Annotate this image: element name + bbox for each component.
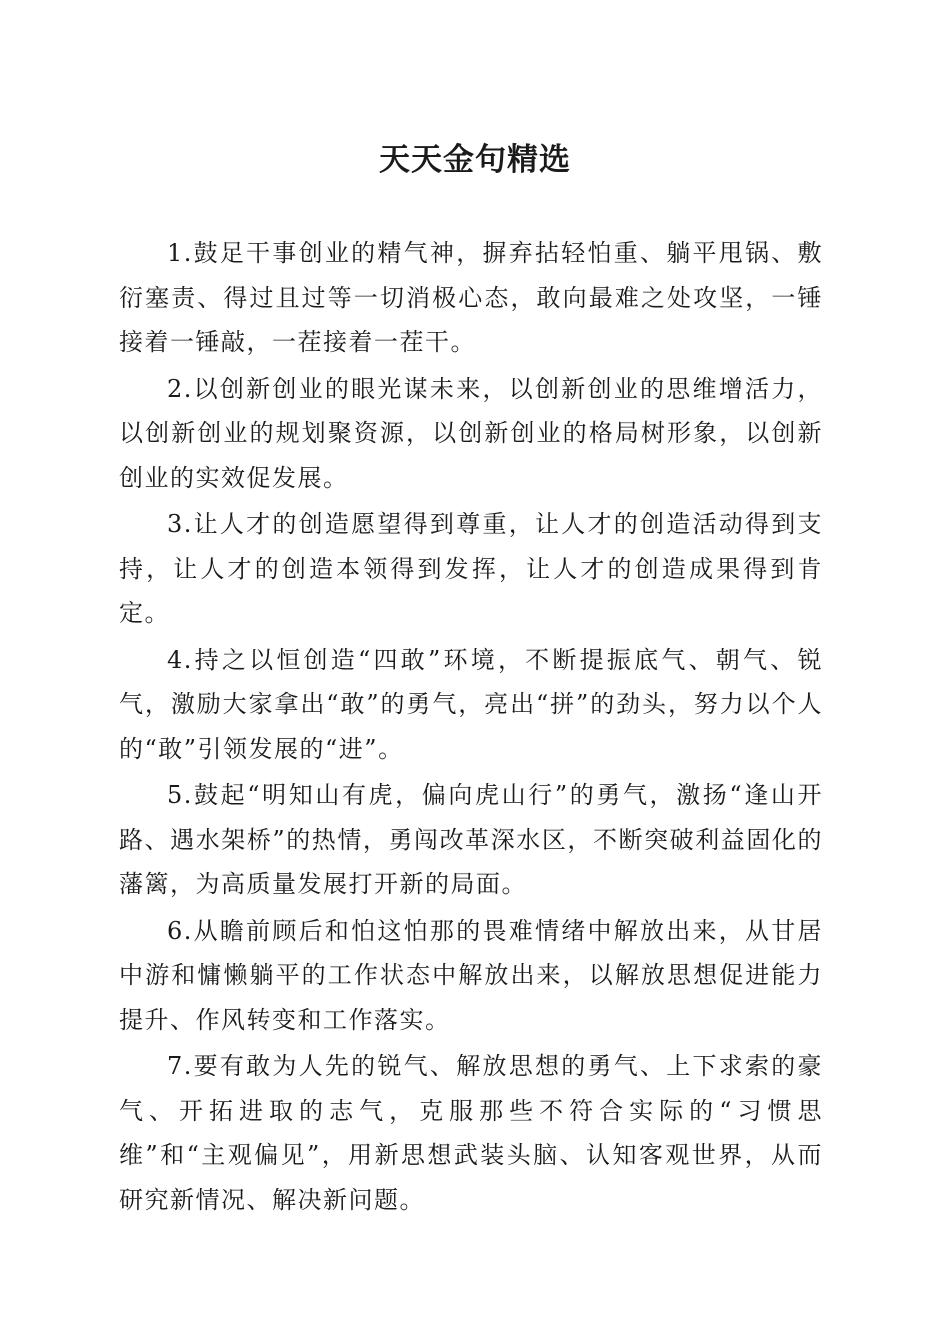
- quote-paragraph-5: 5.鼓起“明知山有虎，偏向虎山行”的勇气，激扬“逢山开路、遇水架桥”的热情，勇闯改革深水区，不断突破利益固化的藩篱，为高质量发展打开新的局面。: [119, 781, 823, 898]
- quote-paragraph-2: 2.以创新创业的眼光谋未来，以创新创业的思维增活力，以创新创业的规划聚资源，以创新创业的格局树形象，以创新创业的实效促发展。: [119, 374, 823, 492]
- document-body: [119, 231, 823, 1224]
- quote-paragraph-4: 4.持之以恒创造“四敢”环境，不断提振底气、朝气、锐气，激励大家拿出“敢”的勇气，亮出“拼”的劲头，努力以个人的“敢”引领发展的“进”。: [119, 645, 823, 763]
- quote-paragraph-3: 3.让人才的创造愿望得到尊重，让人才的创造活动得到支持，让人才的创造本领得到发挥，让人才的创造成果得到肯定。: [119, 510, 823, 627]
- quote-paragraph-6: 6.从瞻前顾后和怕这怕那的畏难情绪中解放出来，从甘居中游和慵懒躺平的工作状态中解放出来，以解放思想促进能力提升、作风转变和工作落实。: [119, 916, 823, 1034]
- document-title: 天天金句精选: [379, 142, 571, 178]
- quote-paragraph-1: 1.鼓足干事创业的精气神，摒弃拈轻怕重、躺平甩锅、敷衍塞责、得过且过等一切消极心态，敢向最难之处攻坚，一锤接着一锤敲，一茬接着一茬干。: [119, 239, 823, 356]
- quote-paragraph-7: 7.要有敢为人先的锐气、解放思想的勇气、上下求索的豪气、开拓进取的志气，克服那些不符合实际的“习惯思维”和“主观偏见”，用新思想武装头脑、认知客观世界，从而研究新情况、解决新问题。: [119, 1052, 823, 1214]
